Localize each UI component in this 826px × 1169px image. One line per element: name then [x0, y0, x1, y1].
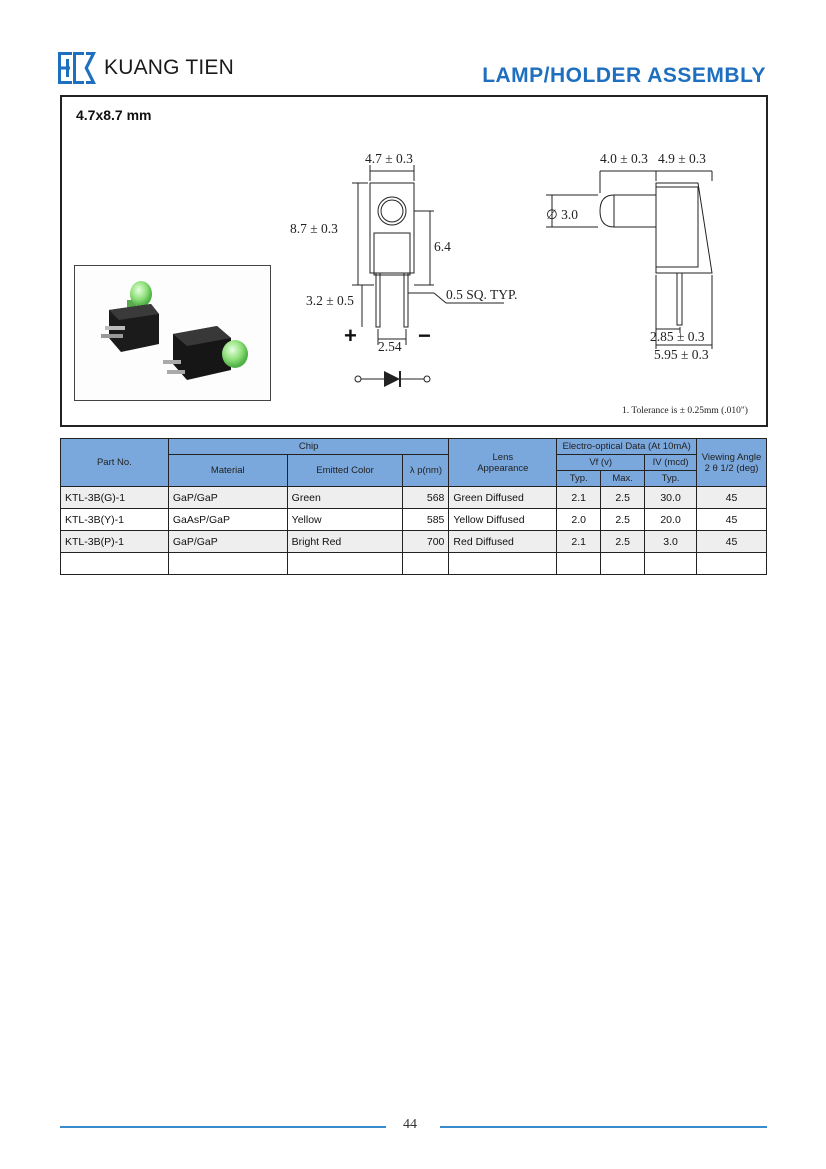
cell-vf-typ: 2.1	[557, 531, 601, 553]
spec-table	[60, 438, 767, 575]
table-row	[61, 531, 767, 553]
cell-lens: Green Diffused	[449, 487, 557, 509]
header-chip: Chip	[168, 439, 449, 455]
header-wavelength: λ p(nm)	[403, 455, 449, 487]
cell-vf-typ: 2.0	[557, 509, 601, 531]
dim-lens-diameter: ∅ 3.0	[546, 207, 579, 222]
cathode-sign: −	[418, 323, 431, 348]
cell-angle: 45	[697, 509, 767, 531]
dim-total-depth: 5.95 ± 0.3	[654, 347, 709, 362]
cell-wavelength: 700	[403, 531, 449, 553]
cell-lens: Yellow Diffused	[449, 509, 557, 531]
header-vf-max: Max.	[601, 471, 645, 487]
header-lens: Lens Appearance	[449, 439, 557, 487]
brand	[58, 50, 234, 86]
cell-vf-max: 2.5	[601, 531, 645, 553]
table-row-empty	[61, 553, 767, 575]
company-name: KUANG TIEN	[104, 56, 234, 79]
dim-side-back: 4.9 ± 0.3	[658, 151, 706, 166]
header-vf: Vf (v)	[557, 455, 645, 471]
header-vf-typ: Typ.	[557, 471, 601, 487]
cell-wavelength: 585	[403, 509, 449, 531]
anode-sign: +	[344, 323, 357, 348]
dim-height: 8.7 ± 0.3	[290, 221, 338, 236]
document-title: LAMP/HOLDER ASSEMBLY	[482, 64, 766, 87]
dim-pitch: 2.54	[378, 339, 402, 354]
cell-color: Bright Red	[287, 531, 403, 553]
header-eo-data: Electro-optical Data (At 10mA)	[557, 439, 697, 455]
cell-wavelength: 568	[403, 487, 449, 509]
dim-lead-length: 3.2 ± 0.5	[306, 293, 354, 308]
header-viewing-angle: Viewing Angle 2 θ 1/2 (deg)	[697, 439, 767, 487]
cell-vf-max: 2.5	[601, 509, 645, 531]
footer-line-left	[60, 1126, 386, 1128]
cell-material: GaP/GaP	[168, 487, 287, 509]
cell-iv-typ: 20.0	[645, 509, 697, 531]
cell-color: Green	[287, 487, 403, 509]
dimension-drawing	[62, 97, 766, 425]
cell-vf-typ: 2.1	[557, 487, 601, 509]
page-number: 44	[403, 1117, 417, 1132]
cell-angle: 45	[697, 531, 767, 553]
cell-part: KTL-3B(G)-1	[61, 487, 169, 509]
dim-lead-size: 0.5 SQ. TYP.	[446, 287, 518, 302]
table-row	[61, 487, 767, 509]
dim-lead-offset: 2.85 ± 0.3	[650, 329, 705, 344]
header-material: Material	[168, 455, 287, 487]
table-row	[61, 509, 767, 531]
cell-iv-typ: 3.0	[645, 531, 697, 553]
dim-inner-height: 6.4	[434, 239, 451, 254]
tolerance-note: 1. Tolerance is ± 0.25mm (.010")	[622, 406, 748, 416]
company-logo-icon	[58, 50, 98, 86]
package-size-label: 4.7x8.7 mm	[76, 107, 152, 123]
cell-vf-max: 2.5	[601, 487, 645, 509]
header-emitted-color: Emitted Color	[287, 455, 403, 487]
cell-angle: 45	[697, 487, 767, 509]
dim-side-front: 4.0 ± 0.3	[600, 151, 648, 166]
cell-lens: Red Diffused	[449, 531, 557, 553]
header-iv: IV (mcd)	[645, 455, 697, 471]
cell-part: KTL-3B(Y)-1	[61, 509, 169, 531]
cell-material: GaP/GaP	[168, 531, 287, 553]
dim-width: 4.7 ± 0.3	[365, 151, 413, 166]
header-iv-typ: Typ.	[645, 471, 697, 487]
cell-iv-typ: 30.0	[645, 487, 697, 509]
drawing-panel	[60, 95, 768, 427]
footer-line-right	[440, 1126, 767, 1128]
cell-color: Yellow	[287, 509, 403, 531]
header-part-no: Part No.	[61, 439, 169, 487]
cell-material: GaAsP/GaP	[168, 509, 287, 531]
cell-part: KTL-3B(P)-1	[61, 531, 169, 553]
